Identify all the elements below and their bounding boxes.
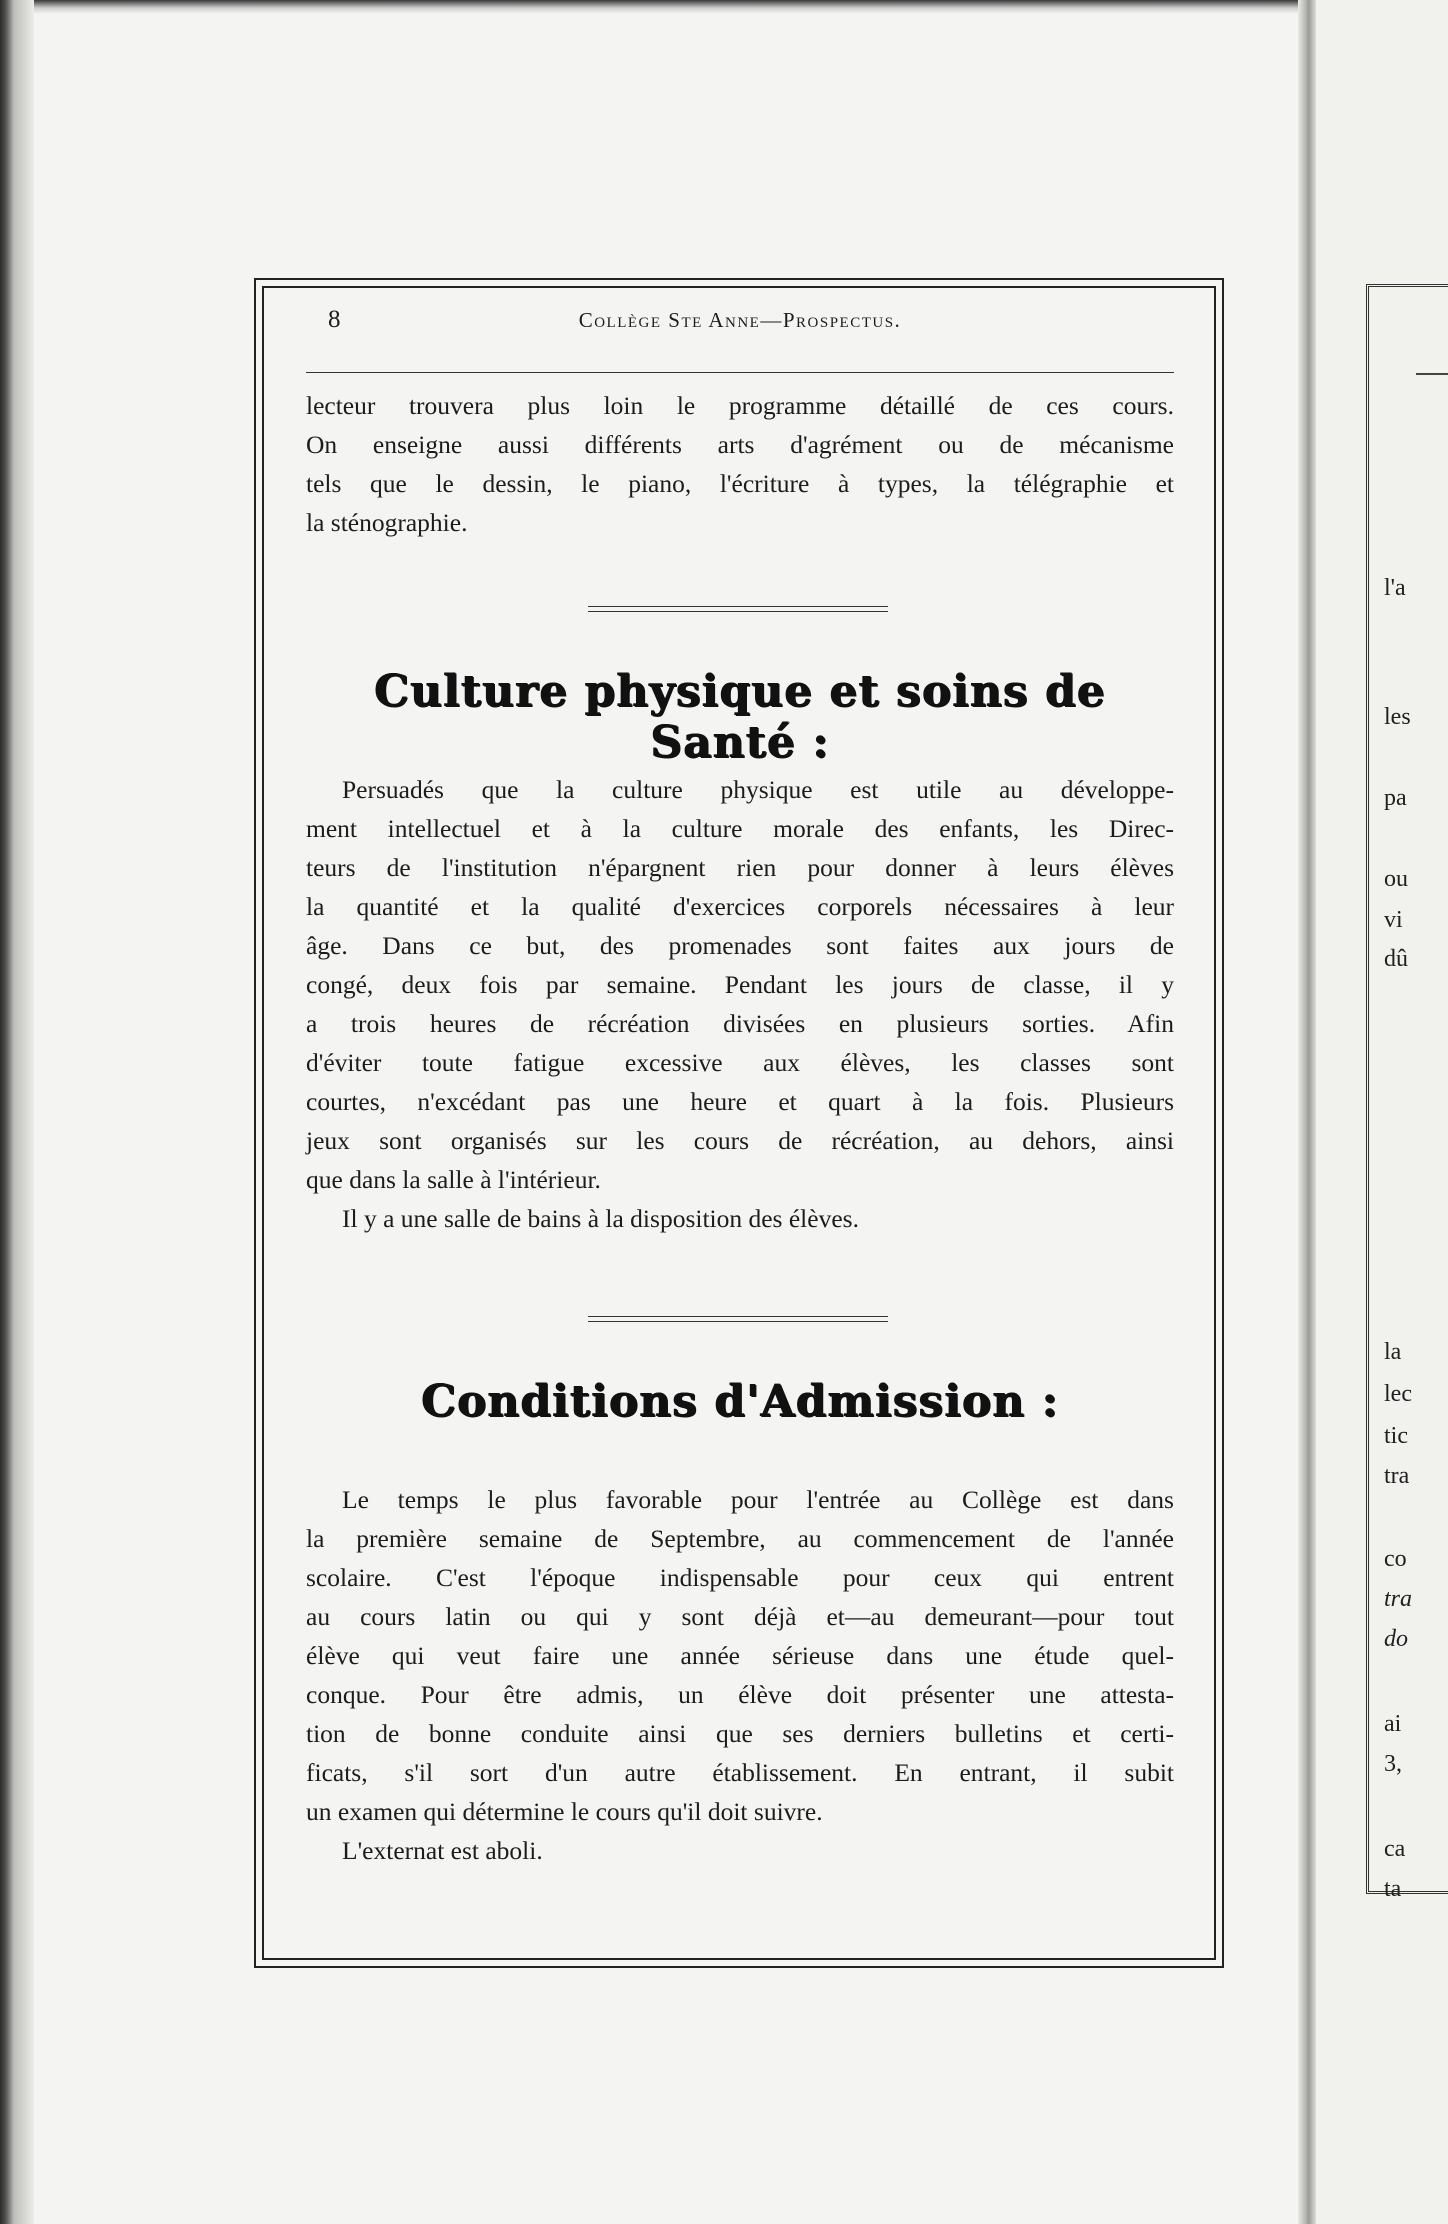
facing-page-fragment: pa xyxy=(1384,785,1407,811)
scan-top-edge xyxy=(0,0,1448,14)
facing-page-fragment: co xyxy=(1384,1546,1407,1572)
facing-page-fragment: ou xyxy=(1384,866,1408,892)
text-line: d'éviter toute fatigue excessive aux élèves, les classes sont xyxy=(306,1048,1174,1077)
text-line: la quantité et la qualité d'exercices corporels nécessaires à leur xyxy=(306,892,1174,921)
text-line: tion de bonne conduite ainsi que ses derniers bulletins et certi- xyxy=(306,1719,1174,1748)
text-line: ment intellectuel et à la culture morale des enfants, les Direc- xyxy=(306,814,1174,843)
text-line: L'externat est aboli. xyxy=(342,1836,543,1865)
facing-page-fragment: lec xyxy=(1384,1381,1412,1407)
facing-page-rule xyxy=(1416,373,1448,375)
facing-page-fragment: les xyxy=(1384,704,1411,730)
text-line: conque. Pour être admis, un élève doit présenter une attesta- xyxy=(306,1680,1174,1709)
text-line: âge. Dans ce but, des promenades sont faites aux jours de xyxy=(306,931,1174,960)
text-line: congé, deux fois par semaine. Pendant les jours de classe, il y xyxy=(306,970,1174,999)
facing-page-fragment: l'a xyxy=(1384,575,1406,601)
text-line: Le temps le plus favorable pour l'entrée au Collège est dans xyxy=(342,1485,1174,1514)
intro-paragraph xyxy=(306,386,1174,542)
text-line: la sténographie. xyxy=(306,508,468,537)
facing-page-fragment: tic xyxy=(1384,1423,1408,1449)
section-heading-admission: Conditions d'Admission : xyxy=(421,1376,1059,1427)
facing-page-fragment: la xyxy=(1384,1339,1402,1365)
facing-page xyxy=(1316,0,1448,2224)
text-line: la première semaine de Septembre, au commencement de l'année xyxy=(306,1524,1174,1553)
running-head xyxy=(306,300,1174,350)
facing-page-fragment: 3, xyxy=(1384,1751,1402,1777)
section-heading-culture: Culture physique et soins de Santé : xyxy=(374,666,1106,768)
text-line: lecteur trouvera plus loin le programme détaillé de ces cours. xyxy=(306,391,1174,420)
header-rule xyxy=(306,372,1174,373)
section-divider xyxy=(588,606,888,612)
text-line: que dans la salle à l'intérieur. xyxy=(306,1165,601,1194)
facing-page-fragment: tra xyxy=(1384,1586,1413,1612)
facing-page-fragment: ai xyxy=(1384,1711,1402,1737)
text-line: scolaire. C'est l'époque indispensable pour ceux qui entrent xyxy=(306,1563,1174,1592)
text-line: Persuadés que la culture physique est utile au développe- xyxy=(342,775,1174,804)
facing-page-fragment: dû xyxy=(1384,946,1408,972)
text-line: tels que le dessin, le piano, l'écriture à types, la télégraphie et xyxy=(306,469,1174,498)
text-line: jeux sont organisés sur les cours de récréation, au dehors, ainsi xyxy=(306,1126,1174,1155)
section-divider xyxy=(588,1316,888,1322)
facing-page-fragment: do xyxy=(1384,1626,1408,1652)
facing-page-fragment: ta xyxy=(1384,1876,1402,1902)
page-number: 8 xyxy=(328,306,341,333)
running-title: Collège Ste Anne—Prospectus. xyxy=(578,308,902,332)
text-line: un examen qui détermine le cours qu'il doit suivre. xyxy=(306,1797,823,1826)
text-line: Il y a une salle de bains à la disposition des élèves. xyxy=(342,1204,859,1233)
text-line: élève qui veut faire une année sérieuse dans une étude quel- xyxy=(306,1641,1174,1670)
text-line: a trois heures de récréation divisées en plusieurs sorties. Afin xyxy=(306,1009,1174,1038)
facing-page-fragment: tra xyxy=(1384,1463,1410,1489)
text-line: ficats, s'il sort d'un autre établissement. En entrant, il subit xyxy=(306,1758,1174,1787)
page-content xyxy=(306,300,1174,1865)
book-gutter xyxy=(1298,0,1316,2224)
text-line: courtes, n'excédant pas une heure et quart à la fois. Plusieurs xyxy=(306,1087,1174,1116)
text-line: On enseigne aussi différents arts d'agrément ou de mécanisme xyxy=(306,430,1174,459)
facing-page-fragment: vi xyxy=(1384,907,1403,933)
scan-left-edge xyxy=(0,0,34,2224)
text-line: au cours latin ou qui y sont déjà et—au demeurant—pour tout xyxy=(306,1602,1174,1631)
facing-page-fragment: ca xyxy=(1384,1836,1406,1862)
text-line: teurs de l'institution n'épargnent rien pour donner à leurs élèves xyxy=(306,853,1174,882)
